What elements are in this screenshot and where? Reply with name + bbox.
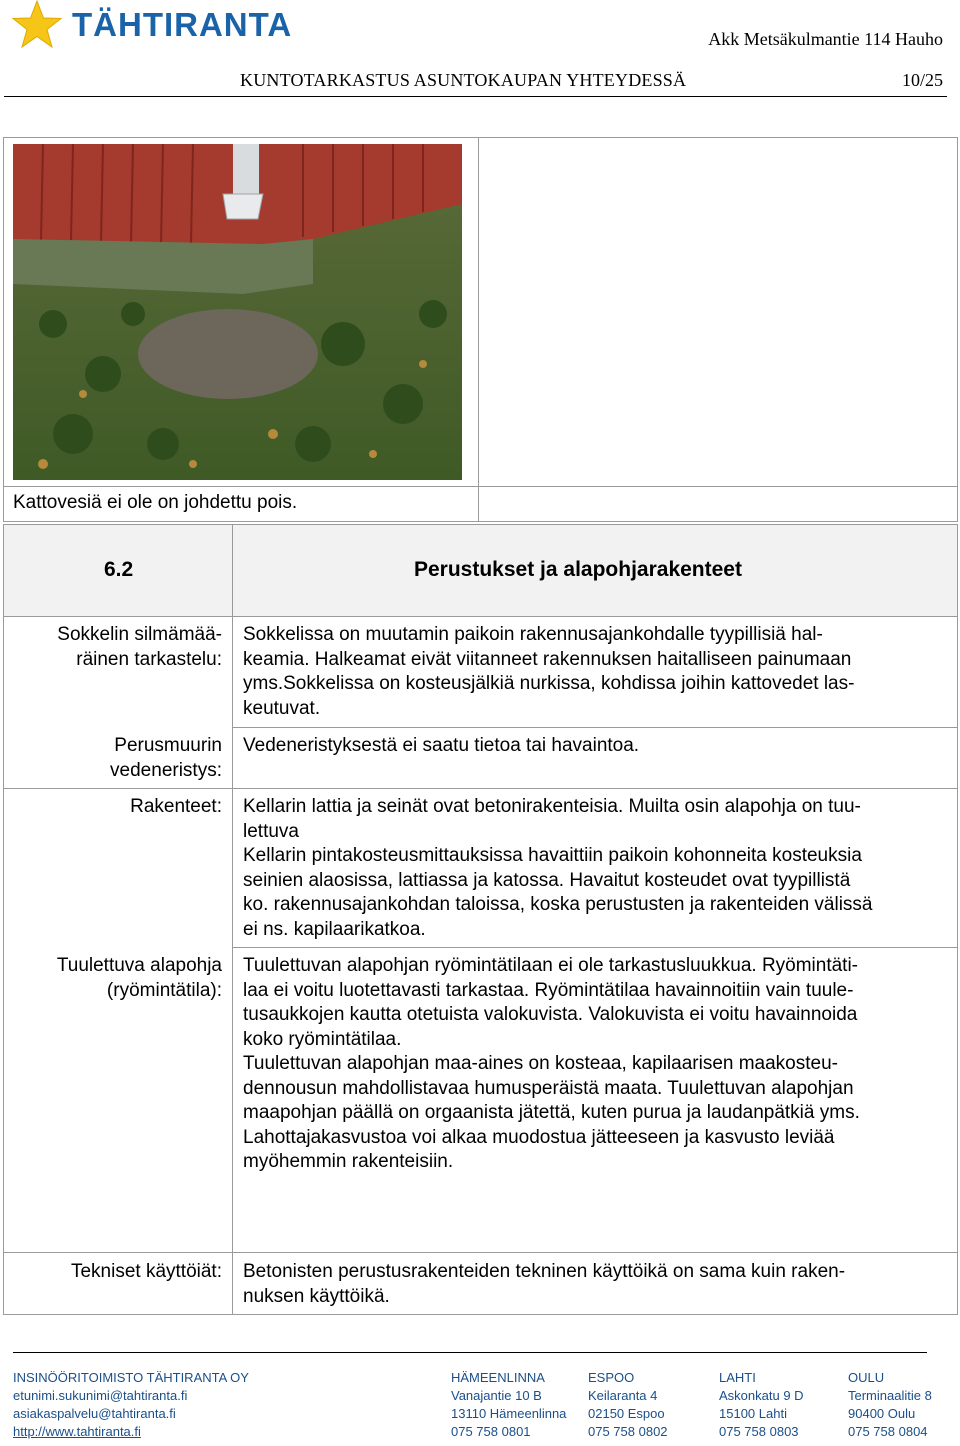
footer-company: [13, 1369, 249, 1441]
company-logo-text: TÄHTIRANTA: [72, 6, 293, 43]
row-text-tuulettuva-alapohja: Tuulettuvan alapohjan ryömintätilaan ei ole tarkastusluukkua. Ryömintäti- laa ei voitu luotettavasti tarkastaa. Ryömintätilaa havainnoitiin vain tuule- tusaukkojen kautta otetuista valokuvista. Valokuvista ei voitu havainnoida koko ryömintätilaa. Tuulettuvan alapohjan maa-aines on kosteaa, kapilaarisen maakosteu- dennousun mahdollistavaa humusperäistä maata. Tuulettuvan alapohjan maapohjan päällä on orgaanista jätettä, kuten purua ja laudanpätkiä yms. Lahottajakasvustoa voi alkaa muodostua jätteeseen ja kasvusto leviää myöhemmin rakenteisiin.: [243, 955, 860, 1172]
footer-email-personal: etunimi.sukunimi@tahtiranta.fi: [13, 1388, 188, 1403]
footer-email-service: asiakaspalvelu@tahtiranta.fi: [13, 1406, 176, 1421]
table-row-divider: [232, 727, 958, 728]
row-text-tekniset-kayttoiat: Betonisten perustusrakenteiden tekninen käyttöikä on sama kuin raken- nuksen käyttöikä.: [243, 1261, 846, 1307]
footer-divider: [13, 1352, 927, 1353]
document-title: KUNTOTARKASTUS ASUNTOKAUPAN YHTEYDESSÄ: [240, 70, 687, 90]
row-label-sokkeli: Sokkelin silmämää- räinen tarkastelu:: [57, 624, 222, 670]
footer-office-oulu: OULU Terminaalitie 8 90400 Oulu 075 758 0804: [848, 1370, 932, 1439]
header-divider: [4, 96, 947, 97]
section-title: Perustukset ja alapohjarakenteet: [414, 558, 742, 581]
photo-table-divider: [478, 137, 479, 522]
foundation-photo: [13, 144, 462, 480]
section-number: 6.2: [104, 558, 134, 581]
table-row-divider: [232, 947, 958, 948]
photo-caption: Kattovesiä ei ole on johdettu pois.: [13, 492, 298, 513]
table-row-divider: [3, 616, 958, 617]
row-label-vedeneristys: Perusmuurin vedeneristys:: [110, 735, 222, 781]
star-logo-icon: [10, 0, 64, 50]
footer-company-name: INSINÖÖRITOIMISTO TÄHTIRANTA OY: [13, 1370, 249, 1385]
footer-website-link[interactable]: http://www.tahtiranta.fi: [13, 1424, 141, 1439]
table-row-divider: [3, 1252, 958, 1253]
table-column-divider: [232, 524, 233, 1315]
photo-table-row-divider: [3, 486, 958, 487]
row-label-tekniset-kayttoiat: Tekniset käyttöiät:: [70, 1261, 222, 1282]
row-label-rakenteet: Rakenteet:: [130, 796, 222, 817]
footer-office-hameenlinna: HÄMEENLINNA Vanajantie 10 B 13110 Hämeenlinna 075 758 0801: [451, 1370, 567, 1439]
page-number: 10/25: [901, 70, 943, 90]
row-text-vedeneristys: Vedeneristyksestä ei saatu tietoa tai havaintoa.: [243, 735, 640, 756]
footer-office-espoo: ESPOO Keilaranta 4 02150 Espoo 075 758 0802: [588, 1370, 668, 1439]
table-row-divider: [3, 788, 958, 789]
footer-office-lahti: LAHTI Askonkatu 9 D 15100 Lahti 075 758 0803: [719, 1370, 804, 1439]
table-border-bottom: [3, 1314, 958, 1315]
row-text-sokkeli: Sokkelissa on muutamin paikoin rakennusajankohdalle tyypillisiä hal- keamia. Halkeamat eivät viitanneet rakennuksen haitalliseen painumaan yms.Sokkelissa on kosteusjälkiä nurkissa, kohdissa joihin kattovedet las- keutuvat.: [243, 624, 855, 719]
row-text-rakenteet: Kellarin lattia ja seinät ovat betonirakenteisia. Muilta osin alapohja on tuu- lettuva Kellarin pintakosteusmittauksissa havaittiin paikoin kohonneita kosteuksia seinien alaosissa, lattiassa ja katossa. Havaitut kosteudet ovat tyypillistä ko. rakennusajankohdan taloissa, koska perustusten ja rakenteiden välissä ei ns. kapilaarikatkoa.: [243, 796, 873, 940]
row-label-tuulettuva-alapohja: Tuulettuva alapohja (ryömintätila):: [56, 955, 222, 1001]
table-border-top: [3, 524, 958, 525]
table-border-right: [957, 524, 958, 1315]
property-address: Akk Metsäkulmantie 114 Hauho: [708, 29, 943, 49]
